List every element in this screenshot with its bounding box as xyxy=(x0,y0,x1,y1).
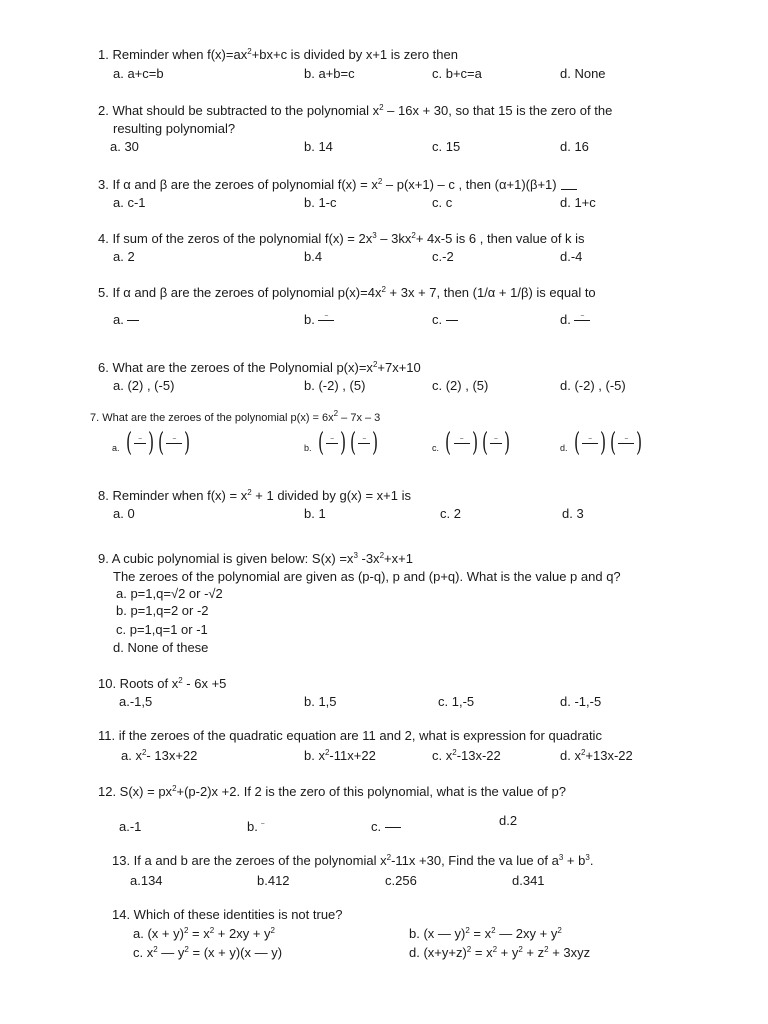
q2-option-a: a. 30 xyxy=(110,139,139,154)
exponent: 2 xyxy=(557,926,562,935)
question-10 xyxy=(98,676,226,691)
q9-text-line2: The zeroes of the polynomial are given as (p-q), p and (p+q). What is the value p and q? xyxy=(113,569,621,584)
option-text: — y xyxy=(157,945,185,960)
q8-option-c: c. 2 xyxy=(440,506,461,521)
q13-option-c: c.256 xyxy=(385,873,417,888)
q13-option-a: a.134 xyxy=(130,873,163,888)
q5-option-c xyxy=(432,312,458,328)
q1-option-c: c. b+c=a xyxy=(432,66,482,81)
exponent: 2 xyxy=(411,231,416,240)
q10-option-b: b. 1,5 xyxy=(304,694,337,709)
question-12 xyxy=(98,784,566,799)
option-text: = x xyxy=(469,926,492,941)
option-label: d. xyxy=(560,443,568,453)
q5-text: 5. If α and β are the zeroes of polynomial p(x)=4x xyxy=(98,285,382,300)
q2-text: – 16x + 30, so that 15 is the zero of the xyxy=(383,103,613,118)
q9-option-a: a. p=1,q=√2 or -√2 xyxy=(116,586,223,601)
q1-text: 1. Reminder when f(x)=ax xyxy=(98,47,248,62)
option-text: - 13x+22 xyxy=(146,748,198,763)
q1-option-b: b. a+b=c xyxy=(304,66,355,81)
q8-option-a: a. 0 xyxy=(113,506,135,521)
option-label: b. xyxy=(304,312,315,327)
q8-text: 8. Reminder when f(x) = x xyxy=(98,488,248,503)
option-text: +13x-22 xyxy=(585,748,633,763)
q2-option-c: c. 15 xyxy=(432,139,461,154)
option-text: c. x xyxy=(432,748,453,763)
exponent: 2 xyxy=(492,945,498,954)
q7-option-d xyxy=(560,430,645,456)
q9-option-d: d. None of these xyxy=(113,640,209,655)
fraction-icon: – xyxy=(261,821,265,828)
q9-text: -3x xyxy=(357,551,380,566)
q5-option-b xyxy=(304,312,334,328)
q11-option-c xyxy=(432,748,501,763)
exponent: 2 xyxy=(184,945,189,954)
exponent: 2 xyxy=(183,926,189,935)
exponent: 2 xyxy=(247,488,252,497)
option-text: c. x xyxy=(133,945,154,960)
fraction-pair-icon: ( – ) ( – ) xyxy=(318,428,379,458)
q3-option-a: a. c-1 xyxy=(113,195,146,210)
exponent: 2 xyxy=(381,285,386,294)
exponent: 2 xyxy=(379,551,385,560)
fraction-pair-icon: ( – ) ( – ) xyxy=(126,428,191,458)
option-label: a. xyxy=(113,312,124,327)
q13-text: + b xyxy=(563,853,586,868)
q7-text: – 7x – 3 xyxy=(338,412,381,424)
q2-text-line2: resulting polynomial? xyxy=(113,121,236,136)
exponent: 2 xyxy=(544,945,549,954)
q6-option-d: d. (-2) , (-5) xyxy=(560,378,626,393)
q5-option-a xyxy=(113,312,139,328)
option-text: + z xyxy=(522,945,545,960)
q14-option-a xyxy=(133,926,275,941)
question-6 xyxy=(98,360,421,375)
exponent: 2 xyxy=(247,47,252,56)
q6-text: +7x+10 xyxy=(377,360,421,375)
q9-text: 9. A cubic polynomial is given below: S(x) =x xyxy=(98,551,354,566)
option-label: b. xyxy=(247,819,258,834)
fraction-icon xyxy=(446,313,458,328)
question-3 xyxy=(98,177,577,192)
q2-option-b: b. 14 xyxy=(304,139,333,154)
q9-text: +x+1 xyxy=(384,551,413,566)
question-14: 14. Which of these identities is not true? xyxy=(112,907,343,922)
q4-option-d: d.-4 xyxy=(560,249,583,264)
q3-text: – p(x+1) – c , then (α+1)(β+1) xyxy=(382,177,557,192)
option-text: + 3xyz xyxy=(548,945,591,960)
q10-text: 10. Roots of x xyxy=(98,676,179,691)
exponent: 3 xyxy=(558,853,564,862)
exponent: 2 xyxy=(270,926,275,935)
fraction-icon xyxy=(127,313,139,328)
q7-option-c xyxy=(432,430,512,456)
q3-option-b: b. 1-c xyxy=(304,195,337,210)
fraction-icon: – xyxy=(318,313,334,328)
exponent: 2 xyxy=(377,177,383,186)
q3-option-d: d. 1+c xyxy=(560,195,596,210)
q10-option-a: a.-1,5 xyxy=(119,694,153,709)
option-text: + 2xy + y xyxy=(214,926,271,941)
exponent: 2 xyxy=(466,945,472,954)
question-8 xyxy=(98,488,411,503)
option-text: b. x xyxy=(304,748,325,763)
option-text: -11x+22 xyxy=(329,748,376,763)
q13-text: 13. If a and b are the zeroes of the polynomial x xyxy=(112,853,387,868)
q12-option-b xyxy=(247,819,268,834)
option-text: — 2xy + y xyxy=(495,926,558,941)
q9-option-c: c. p=1,q=1 or -1 xyxy=(116,622,208,637)
q13-option-d: d.341 xyxy=(512,873,545,888)
option-label: c. xyxy=(432,312,443,327)
q13-text: -11x +30, Find the va lue of a xyxy=(391,853,559,868)
q1-option-a: a. a+c=b xyxy=(113,66,164,81)
q6-option-c: c. (2) , (5) xyxy=(432,378,489,393)
option-text: a. x xyxy=(121,748,142,763)
question-1 xyxy=(98,47,458,62)
exponent: 2 xyxy=(178,676,183,685)
exponent: 2 xyxy=(141,748,147,757)
q4-text: – 3kx xyxy=(376,231,412,246)
question-13 xyxy=(112,853,593,868)
q14-option-c xyxy=(133,945,282,960)
fraction-pair-icon: ( – ) ( – ) xyxy=(445,428,511,458)
q2-option-d: d. 16 xyxy=(560,139,589,154)
question-7 xyxy=(90,411,380,426)
exponent: 2 xyxy=(518,945,523,954)
q9-option-b: b. p=1,q=2 or -2 xyxy=(116,603,209,618)
question-9 xyxy=(98,551,413,566)
question-4 xyxy=(98,231,585,246)
q1-option-d: d. None xyxy=(560,66,606,81)
q3-option-c: c. c xyxy=(432,195,453,210)
exponent: 2 xyxy=(333,409,339,418)
q5-text: + 3x + 7, then (1/α + 1/β) is equal to xyxy=(385,285,596,300)
q11-option-d xyxy=(560,748,633,763)
option-text: = x xyxy=(188,926,210,941)
exponent: 2 xyxy=(452,748,457,757)
exponent: 3 xyxy=(372,231,377,240)
q7-option-a xyxy=(112,430,193,456)
fraction-icon xyxy=(385,820,401,835)
exponent: 2 xyxy=(465,926,470,935)
exponent: 2 xyxy=(372,360,378,369)
option-text: b. (x — y) xyxy=(409,926,466,941)
q14-option-d xyxy=(409,945,590,960)
q10-text: - 6x +5 xyxy=(182,676,227,691)
q7-text: 7. What are the zeroes of the polynomial p(x) = 6x xyxy=(90,412,334,424)
q11-option-b xyxy=(304,748,376,763)
option-text: a. (x + y) xyxy=(133,926,184,941)
q2-text: 2. What should be subtracted to the polynomial x xyxy=(98,103,380,118)
q12-option-c xyxy=(371,819,401,835)
q8-text: + 1 divided by g(x) = x+1 is xyxy=(251,488,411,503)
exponent: 2 xyxy=(172,784,177,793)
q13-text: . xyxy=(589,853,594,868)
option-text: d. (x+y+z) xyxy=(409,945,467,960)
q12-text: +(p-2)x +2. If 2 is the zero of this polynomial, what is the value of p? xyxy=(176,784,566,799)
q13-option-b: b.412 xyxy=(257,873,290,888)
exponent: 2 xyxy=(153,945,158,954)
q6-text: 6. What are the zeroes of the Polynomial p(x)=x xyxy=(98,360,373,375)
q10-option-d: d. -1,-5 xyxy=(560,694,602,709)
q6-option-b: b. (-2) , (5) xyxy=(304,378,366,393)
q8-option-d: d. 3 xyxy=(562,506,584,521)
q4-option-b: b.4 xyxy=(304,249,323,264)
option-text: = x xyxy=(471,945,493,960)
q11-option-a xyxy=(121,748,197,763)
q3-text: 3. If α and β are the zeroes of polynomial f(x) = x xyxy=(98,177,378,192)
option-label: a. xyxy=(112,443,120,453)
option-text: = (x + y)(x — y) xyxy=(188,945,283,960)
exponent: 2 xyxy=(209,926,215,935)
exponent: 3 xyxy=(585,853,590,862)
option-label: c. xyxy=(432,443,440,453)
q12-option-d: d.2 xyxy=(499,813,518,828)
q7-option-b xyxy=(304,430,381,456)
fraction-pair-icon: ( – ) ( – ) xyxy=(574,428,643,458)
option-label: d. xyxy=(560,312,571,327)
answer-blank xyxy=(561,179,577,190)
q14-option-b xyxy=(409,926,562,941)
exponent: 2 xyxy=(379,103,384,112)
question-2 xyxy=(98,103,612,118)
exponent: 3 xyxy=(353,551,358,560)
option-text: + y xyxy=(497,945,519,960)
q4-text: 4. If sum of the zeros of the polynomial f(x) = 2x xyxy=(98,231,373,246)
question-5 xyxy=(98,285,596,300)
q12-option-a: a.-1 xyxy=(119,819,142,834)
exponent: 2 xyxy=(386,853,392,862)
q4-option-c: c.-2 xyxy=(432,249,454,264)
exponent: 2 xyxy=(580,748,586,757)
q6-option-a: a. (2) , (-5) xyxy=(113,378,175,393)
q8-option-b: b. 1 xyxy=(304,506,326,521)
question-11: 11. if the zeroes of the quadratic equation are 11 and 2, what is expression for quadratic xyxy=(98,728,602,743)
option-label: c. xyxy=(371,819,382,834)
exponent: 2 xyxy=(324,748,330,757)
option-text: d. x xyxy=(560,748,581,763)
option-label: b. xyxy=(304,443,312,453)
exponent: 2 xyxy=(491,926,496,935)
fraction-icon: – xyxy=(574,313,590,328)
q4-option-a: a. 2 xyxy=(113,249,135,264)
q4-text: + 4x-5 is 6 , then value of k is xyxy=(415,231,585,246)
q5-option-d xyxy=(560,312,590,328)
option-text: -13x-22 xyxy=(456,748,501,763)
q12-text: 12. S(x) = px xyxy=(98,784,173,799)
q1-text: +bx+c is divided by x+1 is zero then xyxy=(251,47,458,62)
q10-option-c: c. 1,-5 xyxy=(438,694,475,709)
